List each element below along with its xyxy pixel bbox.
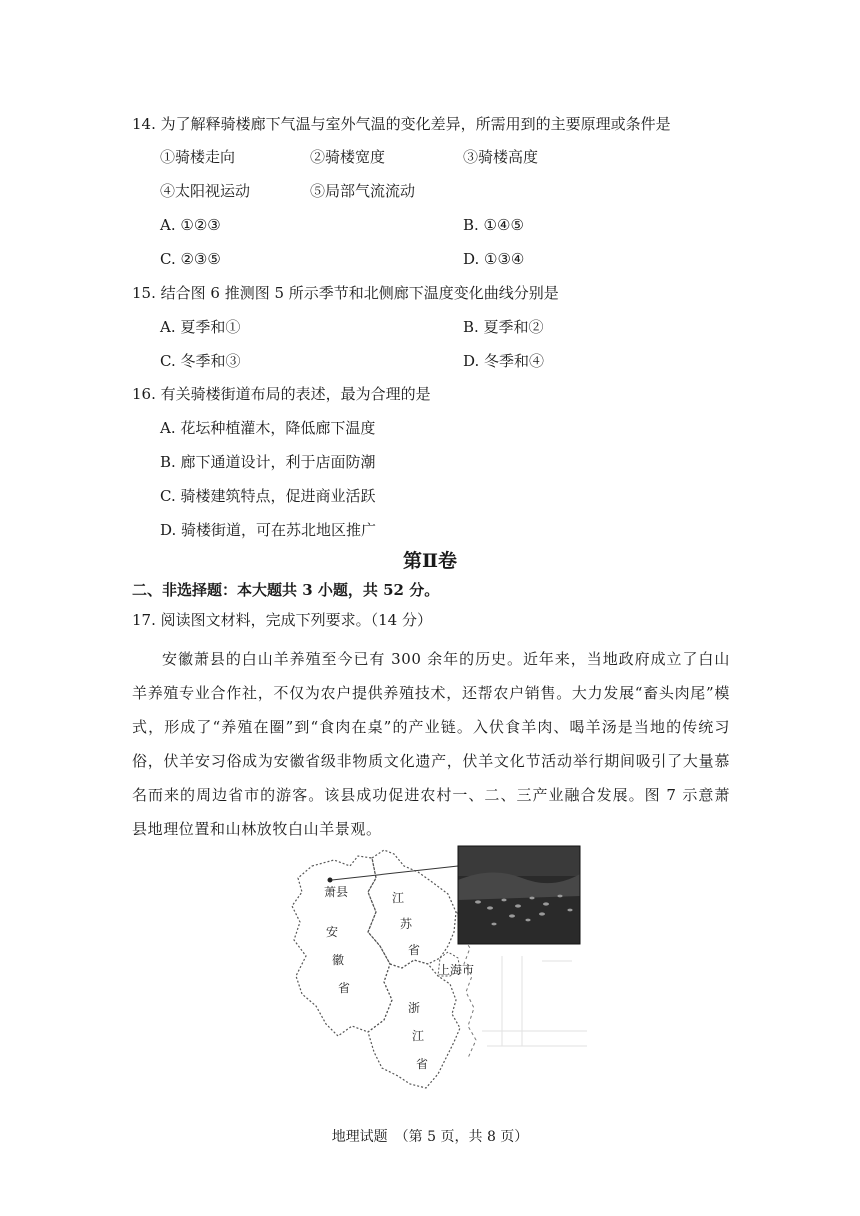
- q17-stem: 17. 阅读图文材料，完成下列要求。（14 分）: [132, 611, 432, 629]
- page-footer: 地理试题 （第 5 页，共 8 页）: [331, 1129, 529, 1145]
- label-shanghai: 上海市: [438, 963, 475, 977]
- q14-item-3: ③骑楼高度: [463, 148, 539, 166]
- label-anhui-3: 省: [338, 981, 351, 995]
- q14-item-4: ④太阳视运动: [160, 182, 251, 200]
- q15-stem: 15. 结合图 6 推测图 5 所示季节和北侧廊下温度变化曲线分别是: [132, 284, 559, 302]
- label-zhejiang-3: 省: [416, 1057, 429, 1071]
- q16-stem: 16. 有关骑楼街道布局的表述，最为合理的是: [132, 385, 431, 403]
- q14-item-1: ①骑楼走向: [160, 148, 236, 166]
- goat-grazing-photo: [458, 846, 580, 944]
- q14-option-c: C. ②③⑤: [160, 250, 221, 268]
- q14-stem: 14. 为了解释骑楼廊下气温与室外气温的变化差异，所需用到的主要原理或条件是: [132, 115, 671, 133]
- label-zhejiang-1: 浙: [408, 1001, 421, 1015]
- label-zhejiang-2: 江: [412, 1029, 425, 1043]
- anhui-outline: [292, 856, 392, 1036]
- section-header: 二、非选择题：本大题共 3 小题，共 52 分。: [132, 581, 440, 599]
- label-jiangsu-1: 江: [392, 891, 405, 905]
- pointer-line: [332, 866, 458, 880]
- zhejiang-outline: [368, 960, 460, 1088]
- q16-option-b: B. 廊下通道设计，利于店面防潮: [160, 453, 376, 471]
- q14-item-2: ②骑楼宽度: [310, 148, 386, 166]
- q15-option-c: C. 冬季和③: [160, 352, 241, 370]
- q16-option-d: D. 骑楼街道，可在苏北地区推广: [160, 521, 377, 539]
- q15-option-d: D. 冬季和④: [463, 352, 545, 370]
- q16-option-a: A. 花坛种植灌木，降低廊下温度: [160, 419, 376, 437]
- xiaoxian-marker: [328, 878, 333, 883]
- map-svg: [272, 836, 592, 1106]
- label-xiaoxian: 萧县: [324, 885, 349, 899]
- q17-paragraph: 安徽萧县的白山羊养殖至今已有 300 余年的历史。近年来，当地政府成立了白山羊养殖专业合作社，不仅为农户提供养殖技术，还帮农户销售。大力发展“畜头肉尾”模式，形成了“养殖在圈”到“食肉在桌”的产业链。入伏食羊肉、喝羊汤是当地的传统习俗，伏羊安习俗成为安徽省级非物质文化遗产，伏羊文化节活动举行期间吸引了大量慕名而来的周边省市的游客。该县成功促进农村一、二、三产业融合发展。图 7 示意萧县地理位置和山林放牧白山羊景观。: [132, 650, 730, 838]
- label-anhui-1: 安: [326, 925, 339, 939]
- section-title: 第Ⅱ卷: [402, 550, 457, 572]
- background-lines: [482, 956, 587, 1046]
- q14-option-a: A. ①②③: [160, 216, 221, 234]
- q14-option-b: B. ①④⑤: [463, 216, 524, 234]
- q15-option-a: A. 夏季和①: [160, 318, 241, 336]
- q14-item-5: ⑤局部气流流动: [310, 182, 416, 200]
- q16-option-c: C. 骑楼建筑特点，促进商业活跃: [160, 487, 376, 505]
- label-anhui-2: 徽: [332, 953, 345, 967]
- label-jiangsu-3: 省: [408, 943, 421, 957]
- q15-option-b: B. 夏季和②: [463, 318, 544, 336]
- q14-option-d: D. ①③④: [463, 250, 525, 268]
- label-jiangsu-2: 苏: [400, 917, 413, 931]
- figure-7-map: [272, 836, 592, 1106]
